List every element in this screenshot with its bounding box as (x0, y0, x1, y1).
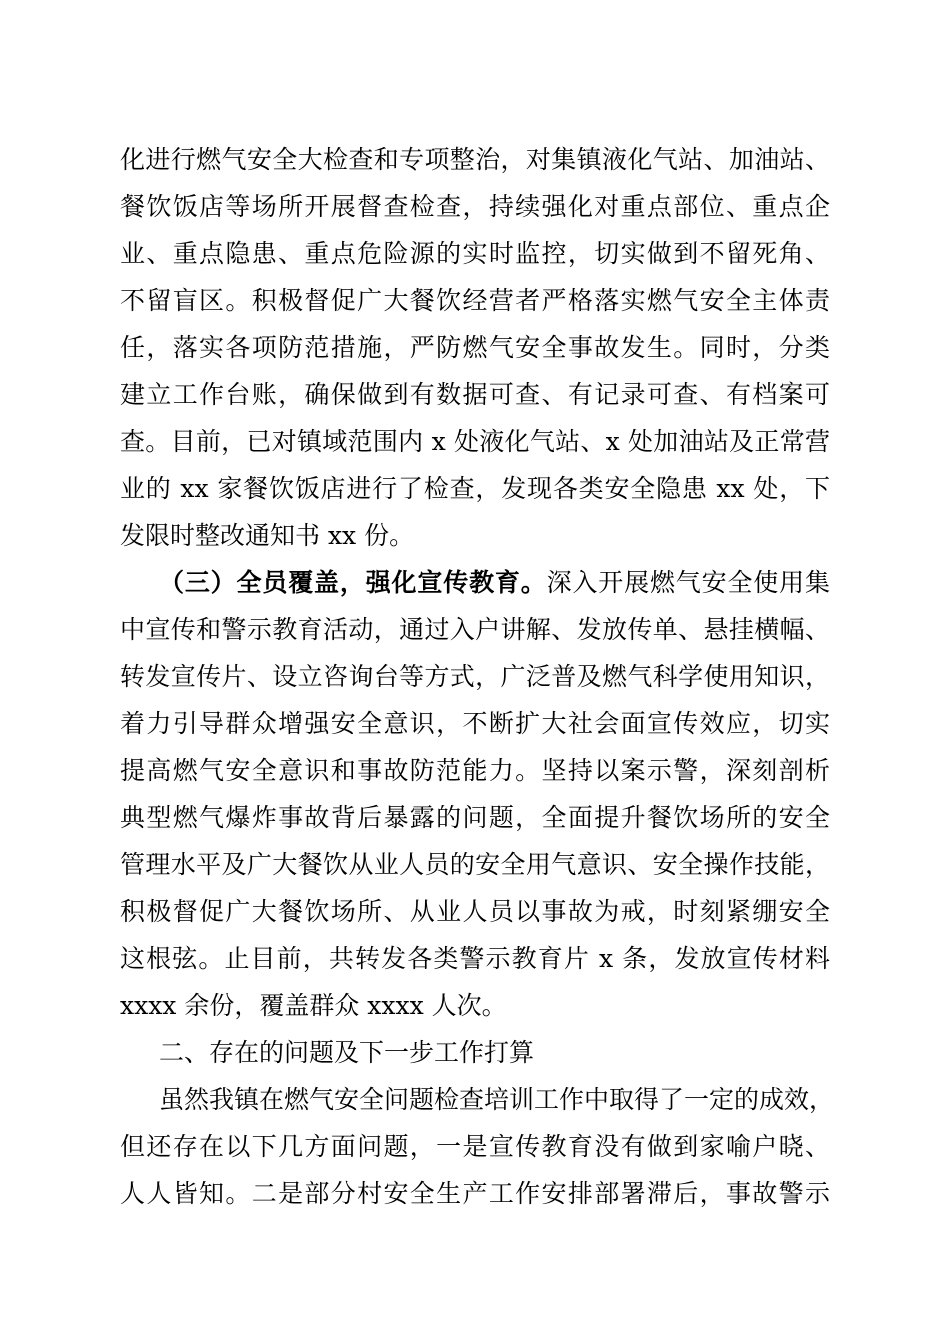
paragraph-line: 不留盲区。积极督促广大餐饮经营者严格落实燃气安全主体责 (120, 286, 830, 315)
paragraph-text: 深入开展燃气安全使用集 (546, 568, 830, 597)
paragraph-line: 中宣传和警示教育活动，通过入户讲解、发放传单、悬挂横幅、 (120, 615, 830, 644)
paragraph-line: 建立工作台账，确保做到有数据可查、有记录可查、有档案可 (120, 380, 830, 409)
paragraph-line: 这根弦。止目前，共转发各类警示教育片 x 条，发放宣传材料 (120, 944, 830, 973)
paragraph-line: 餐饮饭店等场所开展督查检查，持续强化对重点部位、重点企 (120, 192, 830, 221)
paragraph-line: 着力引导群众增强安全意识，不断扩大社会面宣传效应，切实 (120, 709, 830, 738)
paragraph-line: 提高燃气安全意识和事故防范能力。坚持以案示警，深刻剖析 (120, 756, 830, 785)
paragraph-line: 管理水平及广大餐饮从业人员的安全用气意识、安全操作技能， (120, 850, 830, 879)
subsection-heading: （三）全员覆盖，强化宣传教育。 (159, 568, 547, 597)
paragraph-line: 查。目前，已对镇域范围内 x 处液化气站、x 处加油站及正常营 (120, 427, 830, 456)
subsection-first-line (159, 560, 830, 606)
paragraph-line: 典型燃气爆炸事故背后暴露的问题，全面提升餐饮场所的安全 (120, 803, 830, 832)
paragraph-line: xxxx 余份，覆盖群众 xxxx 人次。 (120, 991, 507, 1020)
paragraph-line: 虽然我镇在燃气安全问题检查培训工作中取得了一定的成效， (159, 1085, 835, 1114)
paragraph-line: 业的 xx 家餐饮饭店进行了检查，发现各类安全隐患 xx 处，下 (120, 474, 830, 503)
paragraph-line: 任，落实各项防范措施，严防燃气安全事故发生。同时，分类 (120, 333, 830, 362)
paragraph-line: 业、重点隐患、重点危险源的实时监控，切实做到不留死角、 (120, 239, 830, 268)
paragraph-line: 人人皆知。二是部分村安全生产工作安排部署滞后，事故警示 (120, 1179, 830, 1208)
paragraph-line: 积极督促广大餐饮场所、从业人员以事故为戒，时刻紧绷安全 (120, 897, 830, 926)
paragraph-line: 但还存在以下几方面问题，一是宣传教育没有做到家喻户晓、 (120, 1132, 830, 1161)
paragraph-line: 化进行燃气安全大检查和专项整治，对集镇液化气站、加油站、 (120, 145, 830, 174)
paragraph-line: 转发宣传片、设立咨询台等方式，广泛普及燃气科学使用知识， (120, 662, 830, 691)
paragraph-line: 发限时整改通知书 xx 份。 (120, 521, 415, 550)
section-heading: 二、存在的问题及下一步工作打算 (159, 1038, 535, 1067)
